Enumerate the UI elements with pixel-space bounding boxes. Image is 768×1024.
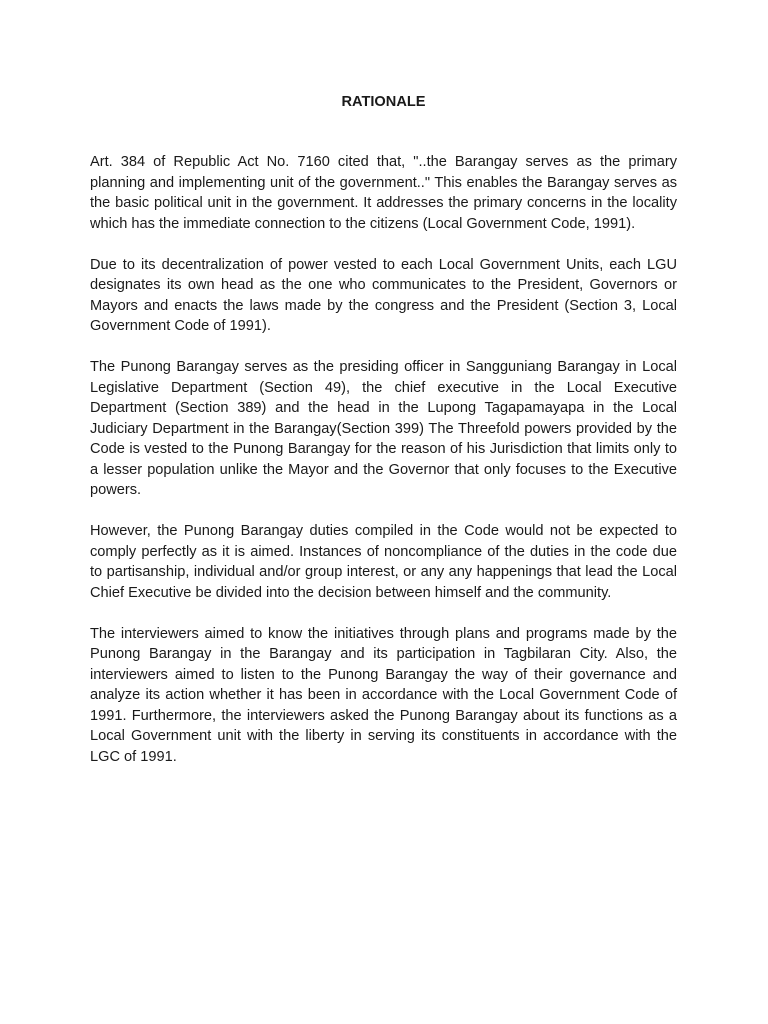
paragraph-noncompliance: However, the Punong Barangay duties compiled in the Code would not be expected to comply perfectly as it is aimed. Instances of noncompliance of the duties in the code due to partisanship, individual and/or group interest, or any any happenings that lead the Local Chief Executive be divided into the decision between himself and the community. [90,523,677,601]
document-title: RATIONALE [341,94,426,110]
paragraph-punong-barangay-roles: The Punong Barangay serves as the presiding officer in Sangguniang Barangay in Local Legislative Department (Section 49), the chief executive in the Local Executive Department (Section 389) and the head in the Lupong Tagapamayapa in the Local Judiciary Department in the Barangay(Section 399) The Threefold powers provided by the Code is vested to the Punong Barangay for the reason of his Jurisdiction that limits only to a lesser population unlike the Mayor and the Governor that only focuses to the Executive powers. [90,359,677,498]
paragraph-decentralization: Due to its decentralization of power vested to each Local Government Units, each LGU designates its own head as the one who communicates to the President, Governors or Mayors and enacts the laws made by the congress and the President (Section 3, Local Government Code of 1991). [90,256,677,334]
document-body [90,93,677,767]
paragraph-art-384: Art. 384 of Republic Act No. 7160 cited that, "..the Barangay serves as the primary planning and implementing unit of the government.." This enables the Barangay serves as the basic political unit in the government. It addresses the primary concerns in the locality which has the immediate connection to the citizens (Local Government Code, 1991). [90,154,677,232]
paragraph-interviewers-aim: The interviewers aimed to know the initiatives through plans and programs made by the Punong Barangay in the Barangay and its participation in Tagbilaran City. Also, the interviewers aimed to listen to the Punong Barangay the way of their governance and analyze its action whether it has been in accordance with the Local Government Code of 1991. Furthermore, the interviewers asked the Punong Barangay about its functions as a Local Government unit with the liberty in serving its constituents in accordance with the LGC of 1991. [90,625,677,765]
